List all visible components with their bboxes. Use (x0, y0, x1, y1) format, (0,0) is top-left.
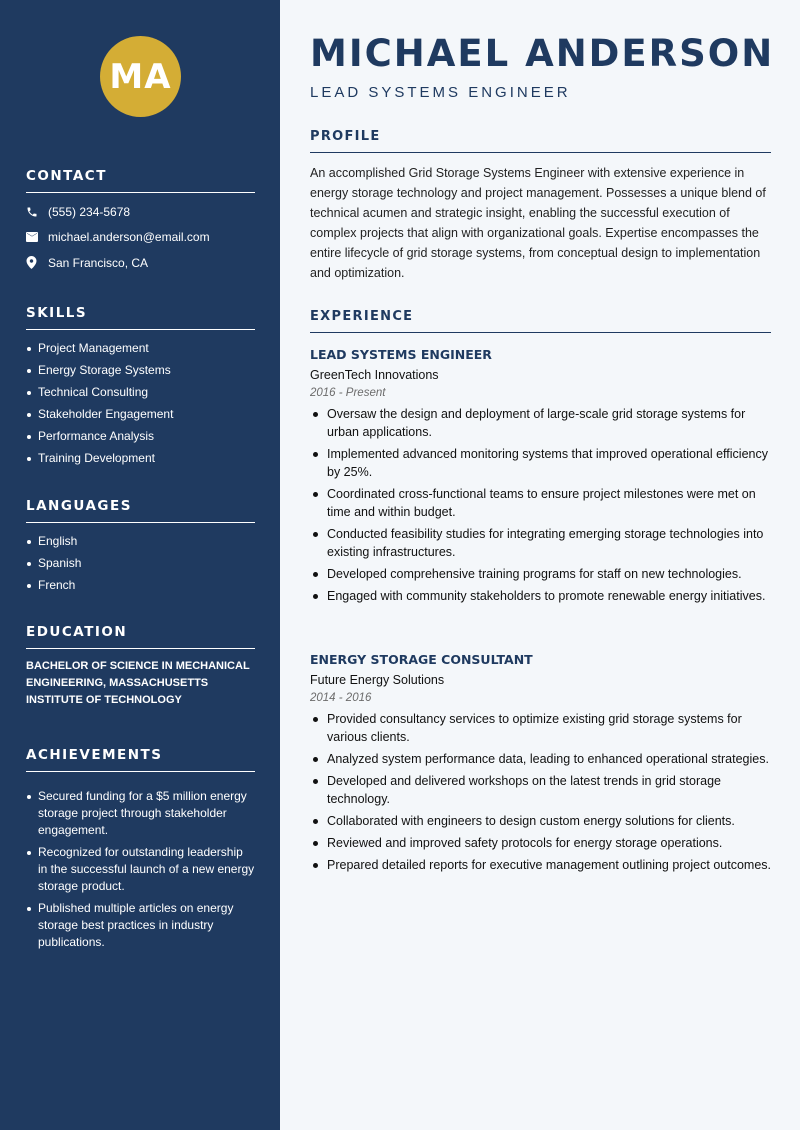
job-title: LEAD SYSTEMS ENGINEER (310, 347, 492, 362)
languages-section (26, 498, 255, 599)
job-bullet: Conducted feasibility studies for integrating emerging storage technologies into existing infrastructures. (310, 525, 771, 561)
education-degree: BACHELOR OF SCIENCE IN MECHANICAL ENGINEERING, MASSACHUSETTS INSTITUTE OF TECHNOLOGY (26, 660, 250, 706)
job-title: ENERGY STORAGE CONSULTANT (310, 652, 533, 667)
profile-text: An accomplished Grid Storage Systems Engineer with extensive experience in energy storage technology and project management. Possesses a unique blend of technical acumen and strategic insight, enabling the successful execution of complex projects that align with organizational goals. Expertise encompasses the entire lifecycle of grid storage systems, from conceptual design to implementation and optimization. (310, 166, 766, 280)
experience-heading: EXPERIENCE (310, 309, 771, 333)
contact-heading: CONTACT (26, 168, 255, 193)
location-value: San Francisco, CA (48, 255, 149, 270)
job-bullet: Reviewed and improved safety protocols for energy storage operations. (310, 834, 771, 852)
skill-item: Stakeholder Engagement (26, 406, 255, 423)
job-bullet: Implemented advanced monitoring systems that improved operational efficiency by 25%. (310, 445, 771, 481)
profile-heading: PROFILE (310, 129, 771, 153)
email-value[interactable]: michael.anderson@email.com (48, 230, 210, 245)
mail-icon (26, 232, 48, 242)
skills-list (26, 340, 255, 467)
job-bullet: Engaged with community stakeholders to promote renewable energy initiatives. (310, 587, 771, 605)
contact-email (26, 225, 255, 251)
achievement-item: Secured funding for a $5 million energy storage project through stakeholder engagement. (26, 788, 255, 839)
phone-value[interactable]: (555) 234-5678 (48, 204, 131, 219)
language-item: Spanish (26, 555, 255, 572)
sidebar (0, 0, 280, 1130)
job-company: GreenTech Innovations (310, 368, 439, 382)
contact-phone (26, 199, 255, 225)
job-dates: 2016 - Present (310, 387, 386, 399)
job-bullet: Analyzed system performance data, leading to enhanced operational strategies. (310, 750, 771, 768)
languages-heading: LANGUAGES (26, 498, 255, 523)
location-pin-icon (26, 256, 48, 269)
job-dates: 2014 - 2016 (310, 692, 372, 704)
job-bullets (310, 405, 771, 605)
skills-heading: SKILLS (26, 305, 255, 330)
candidate-name: MICHAEL ANDERSON (310, 32, 775, 75)
education-heading: EDUCATION (26, 624, 255, 649)
job-bullet: Developed and delivered workshops on the latest trends in grid storage technology. (310, 772, 771, 808)
achievements-section (26, 747, 255, 956)
job-company: Future Energy Solutions (310, 673, 445, 687)
achievements-heading: ACHIEVEMENTS (26, 747, 255, 772)
job-bullet: Provided consultancy services to optimize existing grid storage systems for various clients. (310, 710, 771, 746)
skill-item: Technical Consulting (26, 384, 255, 401)
skills-section (26, 305, 255, 472)
achievement-item: Published multiple articles on energy storage best practices in industry publications. (26, 900, 255, 951)
language-item: French (26, 577, 255, 594)
language-item: English (26, 533, 255, 550)
avatar: MA (100, 36, 181, 117)
job-bullet: Prepared detailed reports for executive management outlining project outcomes. (310, 856, 771, 874)
job-entry (310, 347, 771, 609)
achievement-item: Recognized for outstanding leadership in the successful launch of a new energy storage product. (26, 844, 255, 895)
phone-icon (26, 206, 48, 218)
job-bullet: Developed comprehensive training programs for staff on new technologies. (310, 565, 771, 583)
contact-location (26, 250, 255, 276)
skill-item: Project Management (26, 340, 255, 357)
job-bullets (310, 710, 771, 874)
skill-item: Energy Storage Systems (26, 362, 255, 379)
job-bullet: Collaborated with engineers to design custom energy solutions for clients. (310, 812, 771, 830)
skill-item: Performance Analysis (26, 428, 255, 445)
candidate-role: LEAD SYSTEMS ENGINEER (310, 84, 571, 101)
skill-item: Training Development (26, 450, 255, 467)
education-section (26, 624, 255, 709)
job-bullet: Coordinated cross-functional teams to ensure project milestones were met on time and within budget. (310, 485, 771, 521)
contact-section (26, 168, 255, 276)
languages-list (26, 533, 255, 594)
job-bullet: Oversaw the design and deployment of large-scale grid storage systems for urban applications. (310, 405, 771, 441)
job-entry (310, 652, 771, 878)
achievements-list (26, 788, 255, 951)
